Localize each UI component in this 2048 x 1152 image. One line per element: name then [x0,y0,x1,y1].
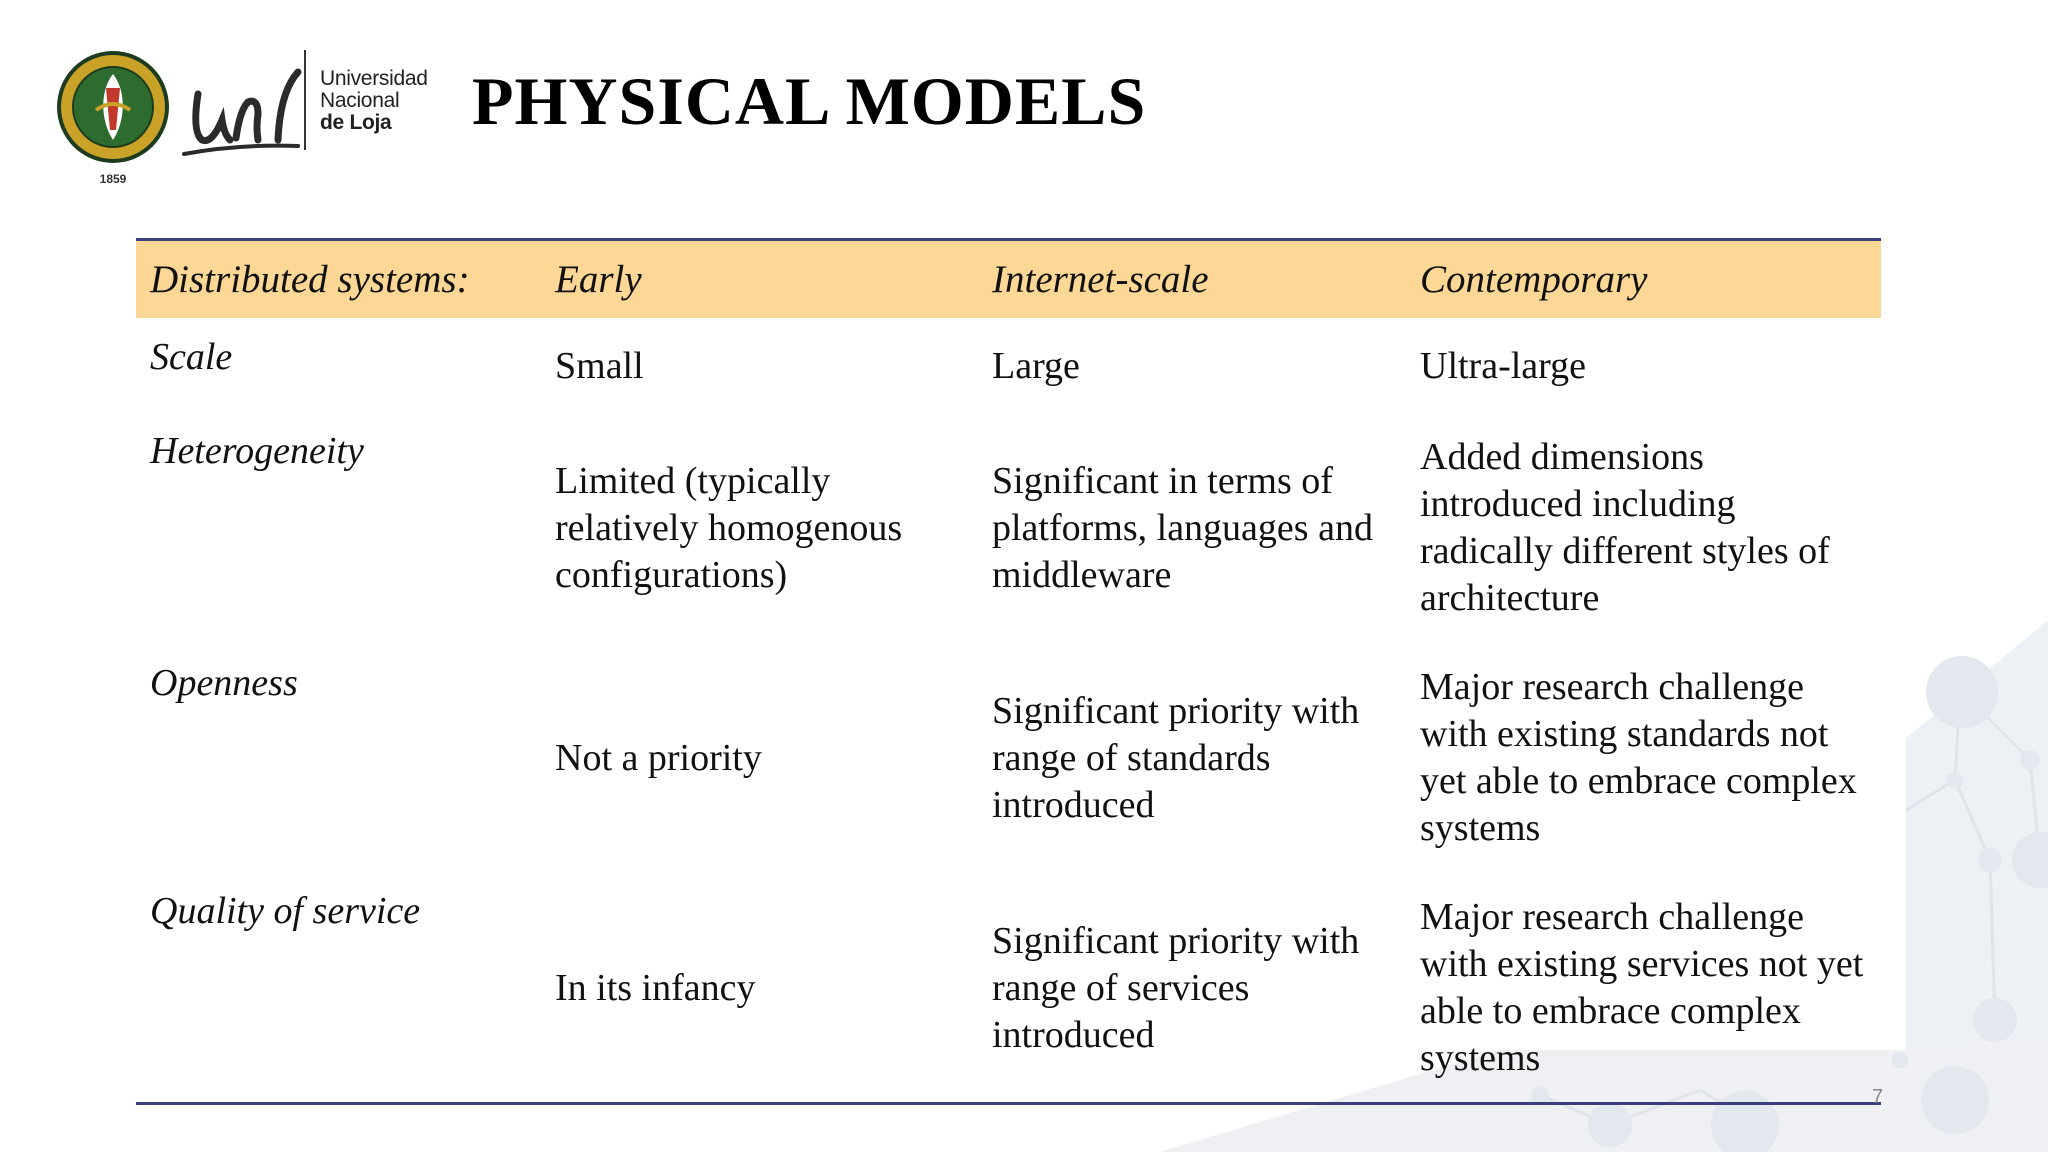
table-row [136,874,1881,1104]
page-title: PHYSICAL MODELS [472,63,1147,139]
table-cell: In its infancy [555,966,756,1009]
logo-year: 1859 [99,172,127,186]
university-name-line-1: Universidad [320,67,428,90]
university-name-line-2: Nacional [320,89,400,112]
row-label: Quality of service [150,890,421,932]
table-cell: Significant priority with range of standards introduced [992,689,1360,826]
university-seal-icon [56,50,170,190]
page-number: 7 [1872,1086,1884,1108]
table-cell: Significant priority with range of services introduced [992,919,1360,1056]
table-row [136,642,1881,874]
table-cell: Limited (typically relatively homogenous configurations) [555,459,903,596]
row-label: Scale [150,336,233,378]
table-cell: Small [555,344,644,387]
row-label: Heterogeneity [150,430,364,472]
column-header: Early [555,258,642,301]
table-cell: Significant in terms of platforms, languages and middleware [992,459,1373,596]
table-cell: Not a priority [555,736,762,779]
university-name-line-3: de Loja [320,111,392,134]
table-cell: Large [992,344,1080,387]
table-header-row [136,240,1881,319]
comparison-table [136,238,1881,1105]
column-header: Contemporary [1420,258,1648,301]
table-row [136,318,1881,414]
column-header: Internet-scale [992,258,1209,301]
table-cell: Added dimensions introduced including radically different styles of architecture [1420,436,1830,619]
logo-divider [304,50,306,150]
table-cell: Major research challenge with existing services not yet able to embrace complex systems [1420,896,1864,1079]
table-cell: Ultra-large [1420,344,1586,387]
column-header: Distributed systems: [150,258,470,301]
table-row [136,414,1881,642]
row-label: Openness [150,662,298,704]
university-name [320,68,428,134]
table-cell: Major research challenge with existing standards not yet able to embrace complex systems [1420,666,1857,849]
